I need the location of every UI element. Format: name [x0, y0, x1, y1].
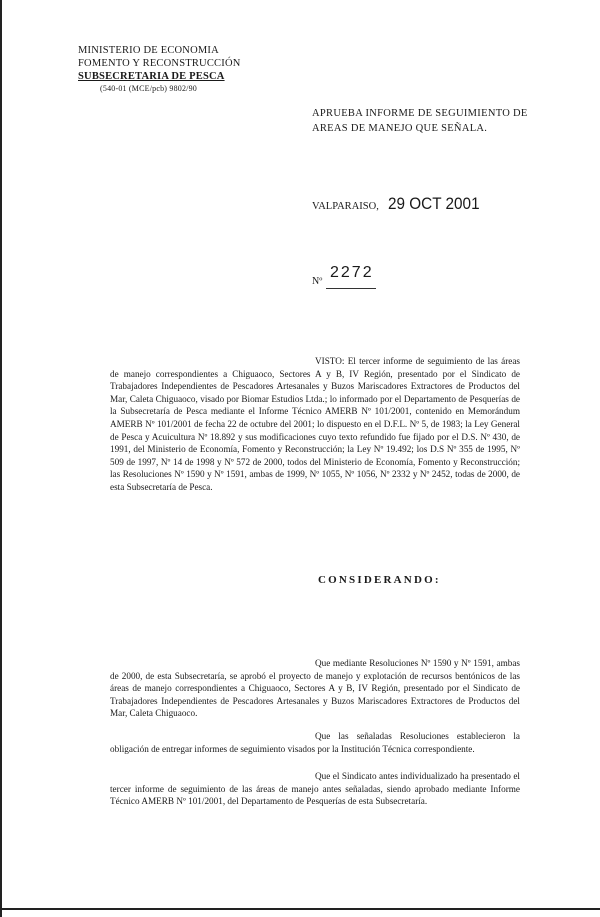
date-stamp: 29 OCT 2001	[388, 194, 480, 213]
resolution-number: 2272	[330, 264, 374, 281]
considerando-heading: CONSIDERANDO:	[318, 574, 441, 586]
scan-left-border	[0, 0, 2, 917]
ministry-line-3: SUBSECRETARIA DE PESCA	[78, 71, 225, 82]
ministry-line-1: MINISTERIO DE ECONOMIA	[78, 45, 219, 56]
resolution-number-underline	[326, 288, 376, 289]
considerando-paragraph-3: Que el Sindicato antes individualizado ha presentado el tercer informe de seguimiento de las áreas de manejo antes señaladas, siendo aprobado mediante Informe Técnico AMERB Nº 101/2001, del Departamento de Pesquerías de esta Subsecretaría.	[110, 771, 520, 807]
visto-paragraph: VISTO: El tercer informe de seguimiento de las áreas de manejo correspondientes a Chiguaoco, Sectores A y B, IV Región, presentado por el Sindicato de Trabajadores Independientes de Pescadores Artesanales y Buzos Mariscadores Extractores de Productos del Mar, Caleta Chiguaoco, visado por Biomar Estudios Ltda.; lo informado por el Departamento de Pesquerías de la Subsecretaría de Pesca mediante el Informe Técnico AMERB Nº 101/2001, contenido en Memorándum AMERB Nº 101/2001 de fecha 22 de octubre del 2001; lo dispuesto en el D.F.L. Nº 5, de 1983; la Ley General de Pesca y Acuicultura Nº 18.892 y sus modificaciones cuyo texto refundido fue fijado por el D.S. Nº 430, de 1991, del Ministerio de Economía, Fomento y Reconstrucción; la Ley Nº 19.492; los D.S Nº 355 de 1995, Nº 509 de 1997, Nº 14 de 1998 y Nº 572 de 2000, todos del Ministerio de Economía, Fomento y Reconstrucción; las Resoluciones Nº 1590 y Nº 1591, ambas de 1999, Nº 1055, Nº 1056, Nº 2332 y Nº 2452, todas de 2000, de esta Subsecretaría de Pesca.	[110, 356, 520, 492]
title-line-2: AREAS DE MANEJO QUE SEÑALA.	[312, 123, 488, 134]
scan-bottom-border	[0, 908, 600, 910]
considerando-paragraph-1: Que mediante Resoluciones Nº 1590 y Nº 1591, ambas de 2000, de esta Subsecretaría, se aprobó el proyecto de manejo y explotación de recursos bentónicos de las áreas de manejo correspondientes a Chiguaoco, Sectores A y B, IV Región, presentado por el Sindicato de Trabajadores Independientes de Pescadores Artesanales y Buzos Mariscadores Extractores de Productos del Mar, Caleta Chiguaoco.	[110, 658, 520, 719]
ministry-header	[78, 44, 241, 94]
place-label: VALPARAISO,	[312, 201, 379, 212]
document-title	[312, 106, 528, 136]
considerando-paragraph-2: Que las señaladas Resoluciones establecieron la obligación de entregar informes de seguimiento visados por la Institución Técnica correspondiente.	[110, 731, 520, 754]
resolution-number-label: Nº	[312, 276, 323, 287]
reference-code: (540-01 (MCE/pcb) 9802/90	[100, 84, 197, 93]
title-line-1: APRUEBA INFORME DE SEGUIMIENTO DE	[312, 108, 528, 119]
ministry-line-2: FOMENTO Y RECONSTRUCCIÓN	[78, 58, 241, 69]
